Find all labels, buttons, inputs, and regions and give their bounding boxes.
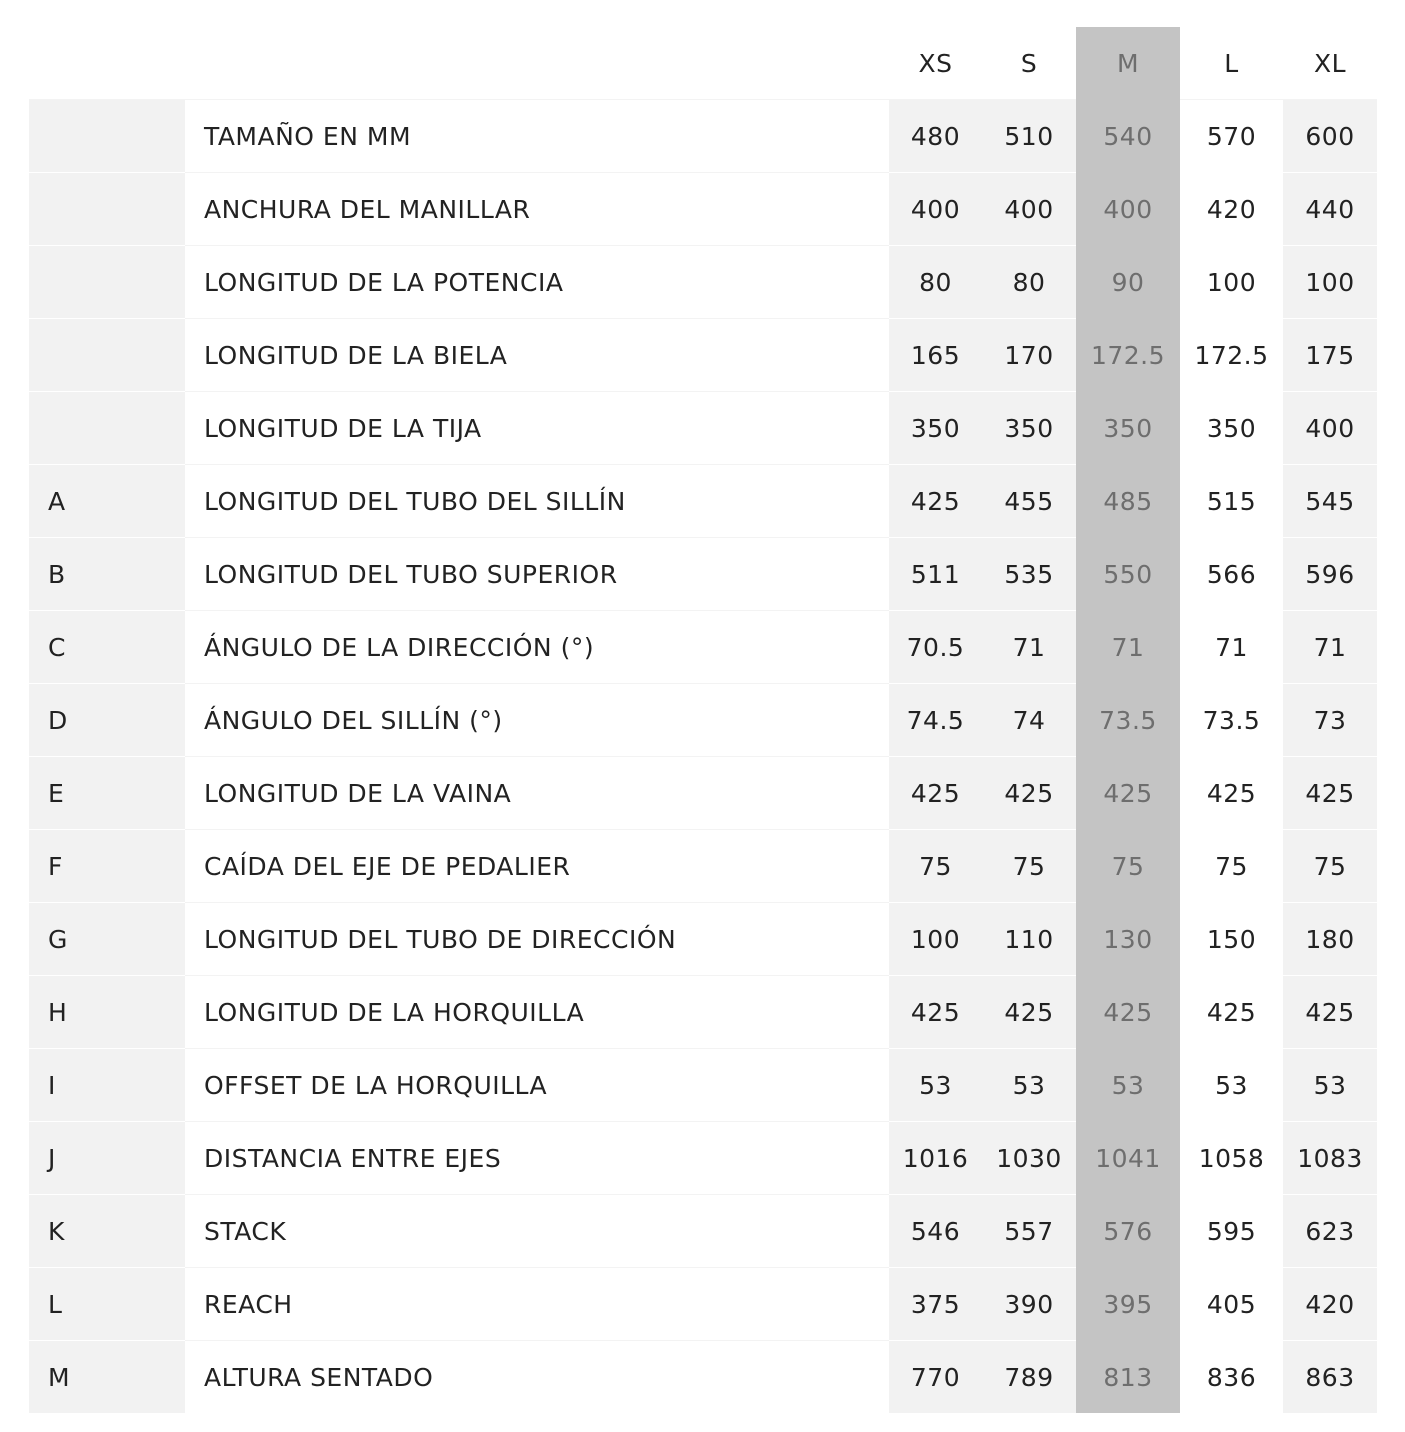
- row-letter: [29, 99, 185, 172]
- size-header-l: L: [1180, 27, 1283, 99]
- table-row: [29, 1340, 1377, 1413]
- table-row: [29, 1267, 1377, 1340]
- value-cell-m: 813: [1076, 1340, 1180, 1413]
- value-cell-s: 71: [982, 610, 1076, 683]
- value-cell-xs: 74.5: [889, 683, 982, 756]
- value-cell-m: 71: [1076, 610, 1180, 683]
- value-cell-s: 390: [982, 1267, 1076, 1340]
- value-cell-s: 74: [982, 683, 1076, 756]
- geometry-rows: [29, 99, 1377, 1413]
- value-cell-l: 73.5: [1180, 683, 1283, 756]
- value-cell-xl: 440: [1283, 172, 1377, 245]
- value-cell-m: 90: [1076, 245, 1180, 318]
- header-empty-letter: [29, 27, 185, 99]
- row-label: LONGITUD DEL TUBO DE DIRECCIÓN: [185, 902, 889, 975]
- value-cell-l: 75: [1180, 829, 1283, 902]
- value-cell-s: 535: [982, 537, 1076, 610]
- value-cell-m: 130: [1076, 902, 1180, 975]
- row-label: TAMAÑO EN MM: [185, 99, 889, 172]
- value-cell-s: 557: [982, 1194, 1076, 1267]
- value-cell-xs: 480: [889, 99, 982, 172]
- table-row: [29, 537, 1377, 610]
- value-cell-m: 550: [1076, 537, 1180, 610]
- value-cell-xs: 425: [889, 464, 982, 537]
- value-cell-s: 425: [982, 756, 1076, 829]
- row-label: LONGITUD DEL TUBO DEL SILLÍN: [185, 464, 889, 537]
- table-row: [29, 172, 1377, 245]
- value-cell-l: 425: [1180, 756, 1283, 829]
- row-label: LONGITUD DE LA TIJA: [185, 391, 889, 464]
- value-cell-l: 350: [1180, 391, 1283, 464]
- value-cell-l: 71: [1180, 610, 1283, 683]
- value-cell-l: 566: [1180, 537, 1283, 610]
- value-cell-xl: 73: [1283, 683, 1377, 756]
- value-cell-xl: 600: [1283, 99, 1377, 172]
- value-cell-xs: 165: [889, 318, 982, 391]
- value-cell-xs: 80: [889, 245, 982, 318]
- value-cell-m: 73.5: [1076, 683, 1180, 756]
- value-cell-l: 1058: [1180, 1121, 1283, 1194]
- value-cell-l: 595: [1180, 1194, 1283, 1267]
- row-label: LONGITUD DE LA POTENCIA: [185, 245, 889, 318]
- value-cell-m: 425: [1076, 756, 1180, 829]
- size-header-s: S: [982, 27, 1076, 99]
- value-cell-xs: 350: [889, 391, 982, 464]
- row-label: ÁNGULO DEL SILLÍN (°): [185, 683, 889, 756]
- value-cell-xl: 545: [1283, 464, 1377, 537]
- value-cell-l: 836: [1180, 1340, 1283, 1413]
- row-label: LONGITUD DE LA VAINA: [185, 756, 889, 829]
- value-cell-xs: 546: [889, 1194, 982, 1267]
- value-cell-xs: 75: [889, 829, 982, 902]
- value-cell-m: 395: [1076, 1267, 1180, 1340]
- row-label: LONGITUD DE LA BIELA: [185, 318, 889, 391]
- row-letter: H: [29, 975, 185, 1048]
- row-label: ALTURA SENTADO: [185, 1340, 889, 1413]
- value-cell-xl: 596: [1283, 537, 1377, 610]
- row-label: DISTANCIA ENTRE EJES: [185, 1121, 889, 1194]
- value-cell-xl: 71: [1283, 610, 1377, 683]
- value-cell-l: 53: [1180, 1048, 1283, 1121]
- value-cell-xl: 623: [1283, 1194, 1377, 1267]
- row-letter: [29, 172, 185, 245]
- row-label: LONGITUD DEL TUBO SUPERIOR: [185, 537, 889, 610]
- value-cell-s: 110: [982, 902, 1076, 975]
- geometry-table: [29, 27, 1377, 1413]
- value-cell-m: 540: [1076, 99, 1180, 172]
- table-row: [29, 391, 1377, 464]
- row-label: OFFSET DE LA HORQUILLA: [185, 1048, 889, 1121]
- row-letter: I: [29, 1048, 185, 1121]
- value-cell-s: 789: [982, 1340, 1076, 1413]
- value-cell-l: 150: [1180, 902, 1283, 975]
- table-row: [29, 464, 1377, 537]
- row-label: STACK: [185, 1194, 889, 1267]
- value-cell-xs: 70.5: [889, 610, 982, 683]
- row-label: REACH: [185, 1267, 889, 1340]
- table-row: [29, 245, 1377, 318]
- row-label: LONGITUD DE LA HORQUILLA: [185, 975, 889, 1048]
- row-letter: B: [29, 537, 185, 610]
- row-letter: M: [29, 1340, 185, 1413]
- value-cell-m: 75: [1076, 829, 1180, 902]
- row-label: ÁNGULO DE LA DIRECCIÓN (°): [185, 610, 889, 683]
- value-cell-s: 170: [982, 318, 1076, 391]
- table-row: [29, 610, 1377, 683]
- value-cell-l: 420: [1180, 172, 1283, 245]
- value-cell-l: 425: [1180, 975, 1283, 1048]
- table-row: [29, 1048, 1377, 1121]
- row-letter: A: [29, 464, 185, 537]
- value-cell-xs: 400: [889, 172, 982, 245]
- row-letter: [29, 318, 185, 391]
- row-letter: E: [29, 756, 185, 829]
- value-cell-xl: 425: [1283, 756, 1377, 829]
- value-cell-m: 53: [1076, 1048, 1180, 1121]
- value-cell-s: 510: [982, 99, 1076, 172]
- table-row: [29, 975, 1377, 1048]
- row-letter: K: [29, 1194, 185, 1267]
- value-cell-m: 425: [1076, 975, 1180, 1048]
- value-cell-xs: 511: [889, 537, 982, 610]
- value-cell-s: 75: [982, 829, 1076, 902]
- value-cell-xs: 53: [889, 1048, 982, 1121]
- value-cell-s: 1030: [982, 1121, 1076, 1194]
- table-row: [29, 683, 1377, 756]
- value-cell-xl: 425: [1283, 975, 1377, 1048]
- value-cell-xs: 425: [889, 975, 982, 1048]
- size-header-xl: XL: [1283, 27, 1377, 99]
- value-cell-l: 172.5: [1180, 318, 1283, 391]
- value-cell-m: 485: [1076, 464, 1180, 537]
- value-cell-m: 1041: [1076, 1121, 1180, 1194]
- size-header: [29, 27, 1377, 99]
- value-cell-l: 515: [1180, 464, 1283, 537]
- value-cell-xl: 175: [1283, 318, 1377, 391]
- value-cell-l: 570: [1180, 99, 1283, 172]
- value-cell-xs: 375: [889, 1267, 982, 1340]
- row-letter: C: [29, 610, 185, 683]
- size-header-row: [29, 27, 1377, 99]
- value-cell-m: 172.5: [1076, 318, 1180, 391]
- table-row: [29, 756, 1377, 829]
- row-label: ANCHURA DEL MANILLAR: [185, 172, 889, 245]
- row-letter: J: [29, 1121, 185, 1194]
- value-cell-s: 80: [982, 245, 1076, 318]
- value-cell-xl: 180: [1283, 902, 1377, 975]
- value-cell-l: 405: [1180, 1267, 1283, 1340]
- table-row: [29, 1121, 1377, 1194]
- value-cell-xl: 53: [1283, 1048, 1377, 1121]
- value-cell-xs: 100: [889, 902, 982, 975]
- value-cell-s: 350: [982, 391, 1076, 464]
- row-label: CAÍDA DEL EJE DE PEDALIER: [185, 829, 889, 902]
- value-cell-m: 400: [1076, 172, 1180, 245]
- value-cell-xl: 420: [1283, 1267, 1377, 1340]
- row-letter: D: [29, 683, 185, 756]
- table-row: [29, 902, 1377, 975]
- value-cell-s: 455: [982, 464, 1076, 537]
- value-cell-s: 425: [982, 975, 1076, 1048]
- value-cell-xl: 1083: [1283, 1121, 1377, 1194]
- value-cell-m: 350: [1076, 391, 1180, 464]
- value-cell-xl: 100: [1283, 245, 1377, 318]
- row-letter: F: [29, 829, 185, 902]
- row-letter: G: [29, 902, 185, 975]
- header-empty-label: [185, 27, 889, 99]
- value-cell-xs: 770: [889, 1340, 982, 1413]
- value-cell-xl: 400: [1283, 391, 1377, 464]
- table-row: [29, 99, 1377, 172]
- row-letter: [29, 245, 185, 318]
- row-letter: L: [29, 1267, 185, 1340]
- value-cell-m: 576: [1076, 1194, 1180, 1267]
- value-cell-s: 53: [982, 1048, 1076, 1121]
- size-header-xs: XS: [889, 27, 982, 99]
- value-cell-s: 400: [982, 172, 1076, 245]
- table-row: [29, 1194, 1377, 1267]
- value-cell-xl: 75: [1283, 829, 1377, 902]
- value-cell-xl: 863: [1283, 1340, 1377, 1413]
- table-row: [29, 318, 1377, 391]
- table-row: [29, 829, 1377, 902]
- size-header-m: M: [1076, 27, 1180, 99]
- value-cell-xs: 425: [889, 756, 982, 829]
- value-cell-l: 100: [1180, 245, 1283, 318]
- value-cell-xs: 1016: [889, 1121, 982, 1194]
- row-letter: [29, 391, 185, 464]
